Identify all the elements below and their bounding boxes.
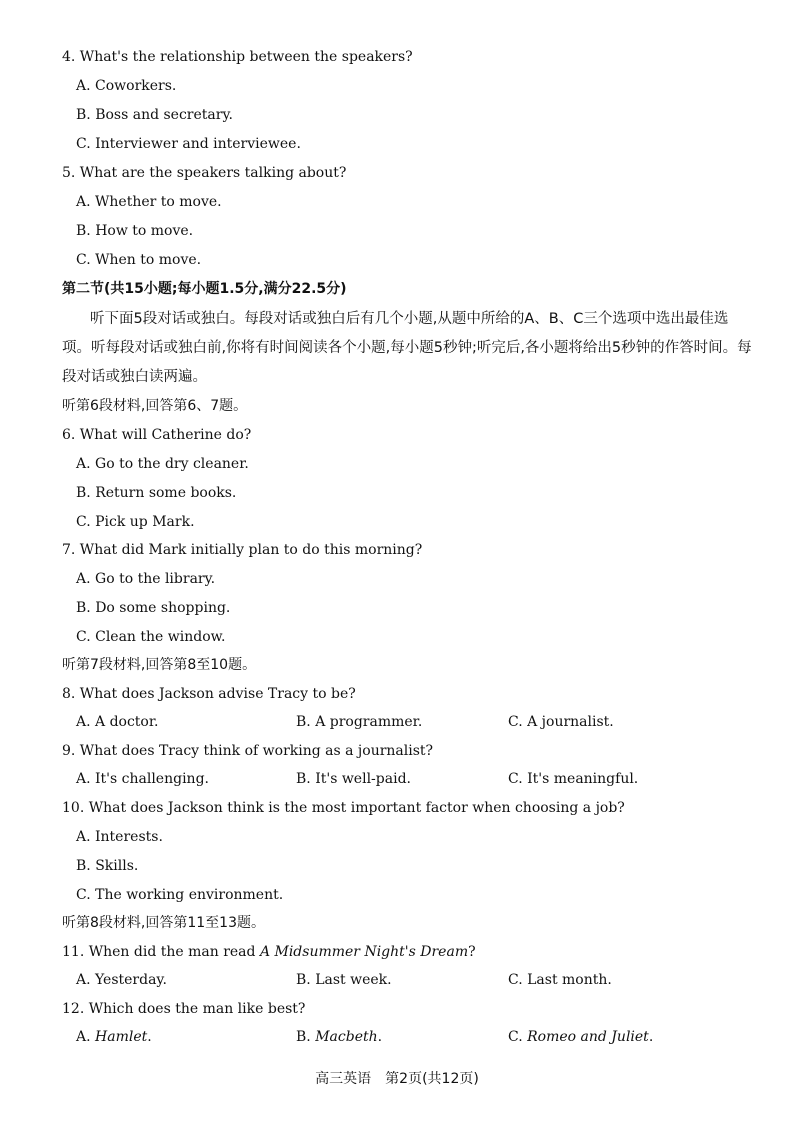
question-4-option-c: C. Interviewer and interviewee. <box>76 136 301 152</box>
question-5-stem: 5. What are the speakers talking about? <box>62 165 347 181</box>
question-4-option-a: A. Coworkers. <box>76 78 177 94</box>
question-5-option-c: C. When to move. <box>76 252 202 268</box>
question-9-stem: 9. What does Tracy think of working as a journalist? <box>62 743 434 759</box>
question-12-option-b <box>296 1028 382 1046</box>
question-10-option-b: B. Skills. <box>76 858 139 874</box>
question-8-option-a: A. A doctor. <box>76 714 159 730</box>
question-11-stem-title: A Midsummer Night's Dream <box>259 944 469 960</box>
question-7-option-a: A. Go to the library. <box>76 571 216 587</box>
option-title: Romeo and Juliet <box>527 1029 649 1045</box>
question-11-stem <box>62 943 476 961</box>
question-8-option-b: B. A programmer. <box>296 714 423 730</box>
question-6-option-a: A. Go to the dry cleaner. <box>76 456 249 472</box>
question-11-option-b: B. Last week. <box>296 972 392 988</box>
option-end: . <box>648 1029 654 1045</box>
question-4-stem: 4. What's the relationship between the speakers? <box>62 49 413 65</box>
question-7-stem: 7. What did Mark initially plan to do this morning? <box>62 542 423 558</box>
question-5-option-b: B. How to move. <box>76 223 194 239</box>
option-letter: A. <box>76 1029 96 1045</box>
section-title: 第二节(共15小题;每小题1.5分,满分22.5分) <box>62 281 347 297</box>
material-7-header: 听第7段材料,回答第8至10题。 <box>62 657 257 673</box>
question-12-stem: 12. Which does the man like best? <box>62 1001 306 1017</box>
section-instructions: 听下面5段对话或独白。每段对话或独白后有几个小题,从题中所给的A、B、C三个选项中选出最佳选项。听每段对话或独白前,你将有时间阅读各个小题,每小题5秒钟;听完后,各小题将给出5秒钟的作答时间。每段对话或独白读两遍。 <box>62 311 752 385</box>
question-11-stem-suffix: ? <box>468 944 476 960</box>
option-end: . <box>147 1029 152 1045</box>
option-letter: C. <box>508 1029 528 1045</box>
material-6-header: 听第6段材料,回答第6、7题。 <box>62 398 248 414</box>
question-10-stem: 10. What does Jackson think is the most important factor when choosing a job? <box>62 800 625 816</box>
question-11-option-c: C. Last month. <box>508 972 612 988</box>
question-8-stem: 8. What does Jackson advise Tracy to be? <box>62 686 356 702</box>
question-6-option-b: B. Return some books. <box>76 485 237 501</box>
question-7-option-b: B. Do some shopping. <box>76 600 231 616</box>
question-8-option-c: C. A journalist. <box>508 714 614 730</box>
question-4-option-b: B. Boss and secretary. <box>76 107 233 123</box>
question-9-option-b: B. It's well-paid. <box>296 771 411 787</box>
question-11-option-a: A. Yesterday. <box>76 972 167 988</box>
option-end: . <box>377 1029 383 1045</box>
page-footer: 高三英语 第2页(共12页) <box>315 1071 479 1087</box>
question-9-option-a: A. It's challenging. <box>76 771 209 787</box>
question-11-stem-prefix: 11. When did the man read <box>62 944 260 960</box>
question-9-option-c: C. It's meaningful. <box>508 771 639 787</box>
question-7-option-c: C. Clean the window. <box>76 629 226 645</box>
option-letter: B. <box>296 1029 316 1045</box>
question-6-stem: 6. What will Catherine do? <box>62 427 252 443</box>
question-10-option-a: A. Interests. <box>76 829 163 845</box>
material-8-header: 听第8段材料,回答第11至13题。 <box>62 915 265 931</box>
question-5-option-a: A. Whether to move. <box>76 194 222 210</box>
option-title: Hamlet <box>95 1029 148 1045</box>
question-12-option-c <box>508 1028 653 1046</box>
question-6-option-c: C. Pick up Mark. <box>76 514 195 530</box>
question-12-option-a <box>76 1028 152 1046</box>
option-title: Macbeth <box>315 1029 378 1045</box>
question-10-option-c: C. The working environment. <box>76 887 284 903</box>
